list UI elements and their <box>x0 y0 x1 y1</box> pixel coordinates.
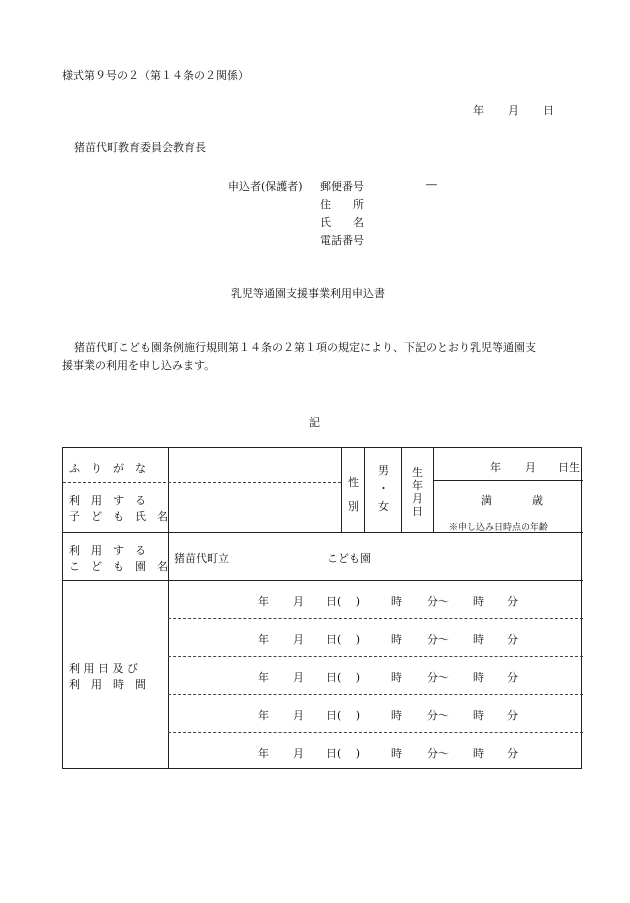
ki-heading: 記 <box>309 416 320 429</box>
birth-label-2: 年 <box>412 479 423 492</box>
usage-year: 年 <box>258 595 269 608</box>
birth-label-3: 月 <box>412 492 423 505</box>
date-year: 年 <box>473 104 484 117</box>
date-day: 日 <box>543 104 554 117</box>
document-title: 乳児等通園支援事業利用申込書 <box>231 287 385 300</box>
usage-month: 月 <box>293 595 304 608</box>
facility-label-2: こ ど も 園 名 <box>69 560 168 573</box>
usage-year: 年 <box>258 671 269 684</box>
age-man: 満 <box>481 494 492 507</box>
usage-month: 月 <box>293 747 304 760</box>
age-sai: 歳 <box>532 494 543 507</box>
birth-year: 年 <box>490 461 501 474</box>
usage-day: 日( ) <box>326 671 361 684</box>
form-number: 様式第９号の２（第１４条の２関係） <box>62 69 249 82</box>
postal-label: 郵便番号 <box>320 180 364 193</box>
usage-min: 分～ <box>427 709 449 722</box>
body-text-line1: 猪苗代町こども園条例施行規則第１４条の２第１項の規定により、下記のとおり乳児等通園支 <box>74 341 536 354</box>
applicant-label: 申込者(保護者) <box>228 180 303 193</box>
age-note: ※申し込み日時点の年齢 <box>449 523 549 533</box>
facility-label-1: 利 用 す る <box>69 544 146 557</box>
usage-min2: 分 <box>507 747 518 760</box>
usage-day: 日( ) <box>326 595 361 608</box>
body-text-line2: 援事業の利用を申し込みます。 <box>62 359 216 372</box>
usage-min2: 分 <box>507 595 518 608</box>
usage-hour: 時 <box>391 747 402 760</box>
usage-day: 日( ) <box>326 709 361 722</box>
usage-hour2: 時 <box>473 633 484 646</box>
recipient: 猪苗代町教育委員会教育長 <box>74 141 206 154</box>
usage-hour: 時 <box>391 595 402 608</box>
facility-suffix: こども園 <box>327 552 371 565</box>
usage-hour2: 時 <box>473 671 484 684</box>
usage-min: 分～ <box>427 633 449 646</box>
facility-prefix: 猪苗代町立 <box>174 552 229 565</box>
usage-min2: 分 <box>507 709 518 722</box>
sex-option-female: 女 <box>378 500 389 513</box>
usage-day: 日( ) <box>326 633 361 646</box>
birth-month: 月 <box>525 461 536 474</box>
usage-month: 月 <box>293 633 304 646</box>
usage-day: 日( ) <box>326 747 361 760</box>
usage-min: 分～ <box>427 595 449 608</box>
furigana-label: ふ り が な <box>69 462 146 475</box>
usage-label-1: 利 用 日 及 び <box>69 662 138 675</box>
application-table <box>62 447 582 769</box>
usage-min: 分～ <box>427 671 449 684</box>
usage-hour2: 時 <box>473 709 484 722</box>
child-name-label-2: 子 ど も 氏 名 <box>69 510 168 523</box>
address-label: 住 所 <box>320 198 364 211</box>
sex-option-dot: ・ <box>378 482 389 495</box>
usage-year: 年 <box>258 709 269 722</box>
usage-year: 年 <box>258 747 269 760</box>
usage-hour: 時 <box>391 709 402 722</box>
usage-year: 年 <box>258 633 269 646</box>
birth-label-4: 日 <box>412 505 423 518</box>
birth-label-1: 生 <box>412 466 423 479</box>
date-month: 月 <box>508 104 519 117</box>
usage-label-2: 利 用 時 間 <box>69 678 146 691</box>
usage-hour: 時 <box>391 671 402 684</box>
sex-option-male: 男 <box>378 464 389 477</box>
usage-month: 月 <box>293 709 304 722</box>
usage-min2: 分 <box>507 633 518 646</box>
sex-label-2: 別 <box>348 500 359 513</box>
usage-hour2: 時 <box>473 595 484 608</box>
usage-min2: 分 <box>507 671 518 684</box>
usage-hour2: 時 <box>473 747 484 760</box>
usage-min: 分～ <box>427 747 449 760</box>
sex-label-1: 性 <box>348 476 359 489</box>
postal-dash: ― <box>426 178 437 191</box>
birth-day: 日生 <box>558 461 580 474</box>
usage-hour: 時 <box>391 633 402 646</box>
usage-month: 月 <box>293 671 304 684</box>
phone-label: 電話番号 <box>320 234 364 247</box>
name-label: 氏 名 <box>320 216 364 229</box>
child-name-label-1: 利 用 す る <box>69 494 146 507</box>
